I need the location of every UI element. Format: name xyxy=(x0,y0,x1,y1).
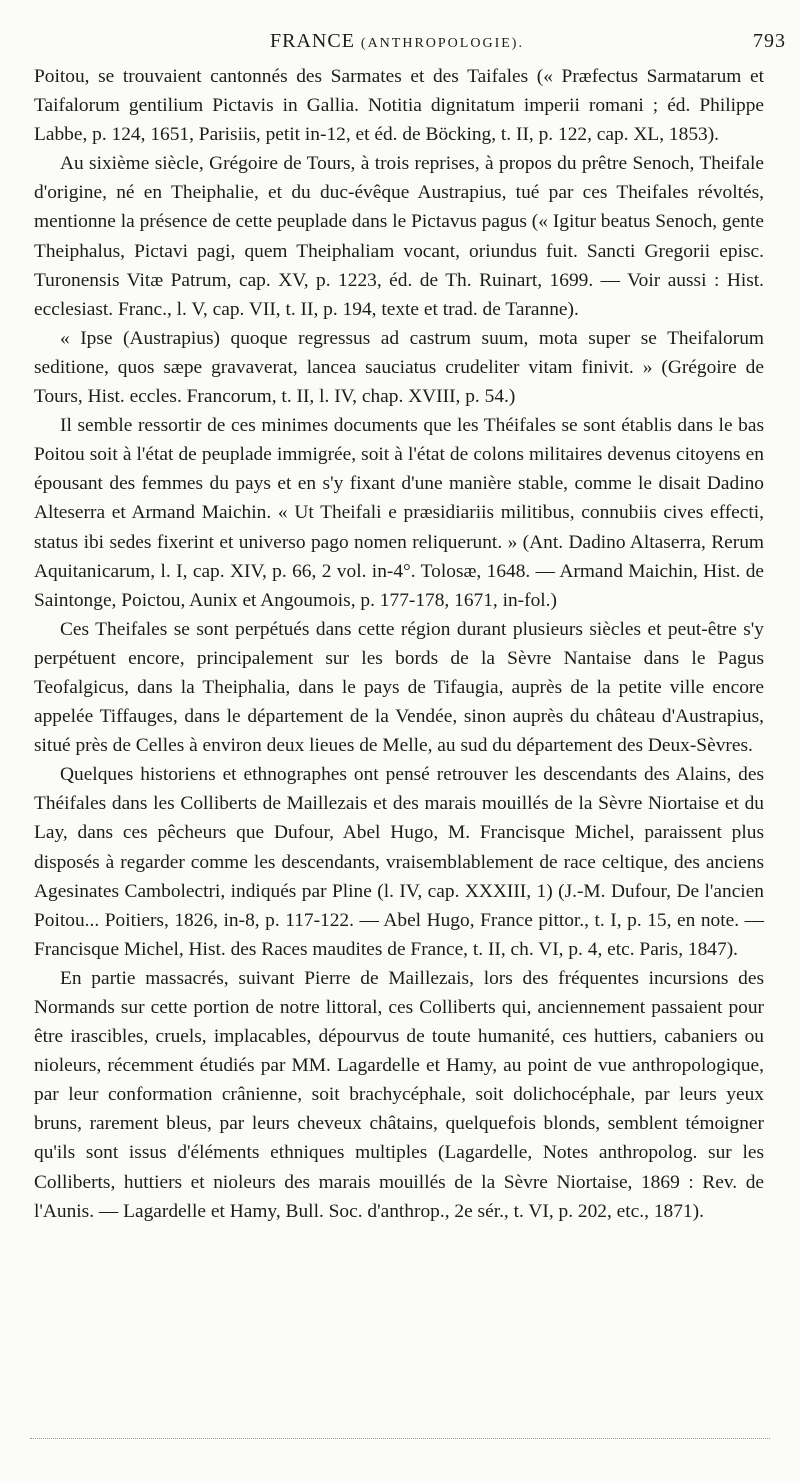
paragraph: Quelques historiens et ethnographes ont pensé retrouver les descendants des Alains, des Théifales dans les Colliberts de Maillezais et des marais mouillés de la Sèvre Niortaise et du Lay, dans ces pêcheurs que Dufour, Abel Hugo, M. Francisque Michel, paraissent plus disposés à regarder comme les descendants, vraisemblablement de race celtique, des anciens Agesinates Cambolectri, indiqués par Pline (l. IV, cap. XXXIII, 1) (J.-M. Dufour, De l'ancien Poitou... Poitiers, 1826, in-8, p. 117-122. — Abel Hugo, France pittor., t. I, p. 15, en note. — Francisque Michel, Hist. des Races maudites de France, t. II, ch. VI, p. 4, etc. Paris, 1847). xyxy=(34,764,764,960)
page-number: 793 xyxy=(753,30,786,52)
title-subtitle: (ANTHROPOLOGIE). xyxy=(360,36,524,51)
page-bottom-rule xyxy=(30,1438,770,1439)
page-title xyxy=(270,30,524,53)
paragraph: Au sixième siècle, Grégoire de Tours, à trois reprises, à propos du prêtre Senoch, Theifale d'origine, né en Theiphalie, et du duc-évêque Austrapius, tué par ces Theifales révoltés, mentionne la présence de cette peuplade dans le Pictavus pagus (« Igitur beatus Senoch, gente Theiphalus, Pictavi pagi, quem Theiphaliam vocant, oriundus fuit. Sancti Gregorii episc. Turonensis Vitæ Patrum, cap. XV, p. 1223, éd. de Th. Ruinart, 1699. — Voir aussi : Hist. ecclesiast. Franc., l. V, cap. VII, t. II, p. 194, texte et trad. de Taranne). xyxy=(34,153,764,320)
body-text xyxy=(34,62,764,1226)
paragraph: En partie massacrés, suivant Pierre de Maillezais, lors des fréquentes incursions des Normands sur cette portion de notre littoral, ces Colliberts qui, anciennement passaient pour être irascibles, cruels, implacables, dépourvus de toute humanité, ces huttiers, cabaniers ou nioleurs, récemment étudiés par MM. Lagardelle et Hamy, au point de vue anthropologique, par leur conformation crânienne, soit brachycéphale, soit dolichocéphale, par leurs yeux bruns, rarement bleus, par leurs cheveux châtains, quelquefois blonds, semblent témoigner qu'ils sont issus d'éléments ethniques multiples (Lagardelle, Notes anthropolog. sur les Colliberts, huttiers et nioleurs des marais mouillés de la Sèvre Niortaise, 1869 : Rev. de l'Aunis. — Lagardelle et Hamy, Bull. Soc. d'anthrop., 2e sér., t. VI, p. 202, etc., 1871). xyxy=(34,967,764,1222)
paragraph: Ces Theifales se sont perpétués dans cette région durant plusieurs siècles et peut-être s'y perpétuent encore, principalement sur les bords de la Sèvre Nantaise dans le Pagus Teofalgicus, dans la Theiphalia, dans le pays de Tifaugia, auprès de la petite ville encore appelée Tiffauges, dans le département de la Vendée, sinon auprès du château d'Austrapius, situé près de Celles à environ deux lieues de Melle, au sud du département des Deux-Sèvres. xyxy=(34,618,764,757)
paragraph: « Ipse (Austrapius) quoque regressus ad castrum suum, mota super se Theifalorum seditione, quos sæpe gravaverat, lancea sauciatus crudeliter vitam finivit. » (Grégoire de Tours, Hist. eccles. Francorum, t. II, l. IV, chap. XVIII, p. 54.) xyxy=(34,327,764,408)
paragraph: Il semble ressortir de ces minimes documents que les Théifales se sont établis dans le bas Poitou soit à l'état de peuplade immigrée, soit à l'état de colons militaires devenus citoyens en épousant des femmes du pays et en s'y fixant d'une manière stable, comme le disait Dadino Alteserra et Armand Maichin. « Ut Theifali e præsidiariis militibus, connubiis cives effecti, status ibi sedes fixerint et universo pago nomen reliquerunt. » (Ant. Dadino Altaserra, Rerum Aquitanicarum, l. I, cap. XIV, p. 66, 2 vol. in-4°. Tolosæ, 1648. — Armand Maichin, Hist. de Saintonge, Poictou, Aunix et Angoumois, p. 177-178, 1671, in-fol.) xyxy=(34,415,764,611)
title-text: FRANCE xyxy=(270,30,355,52)
paragraph: Poitou, se trouvaient cantonnés des Sarmates et des Taifales (« Præfectus Sarmatarum et Taifalorum gentilium Pictavis in Gallia. Notitia dignitatum imperii romani ; éd. Philippe Labbe, p. 124, 1651, Parisiis, petit in-12, et éd. de Böcking, t. II, p. 122, cap. XL, 1853). xyxy=(34,66,764,146)
running-head xyxy=(0,26,800,56)
